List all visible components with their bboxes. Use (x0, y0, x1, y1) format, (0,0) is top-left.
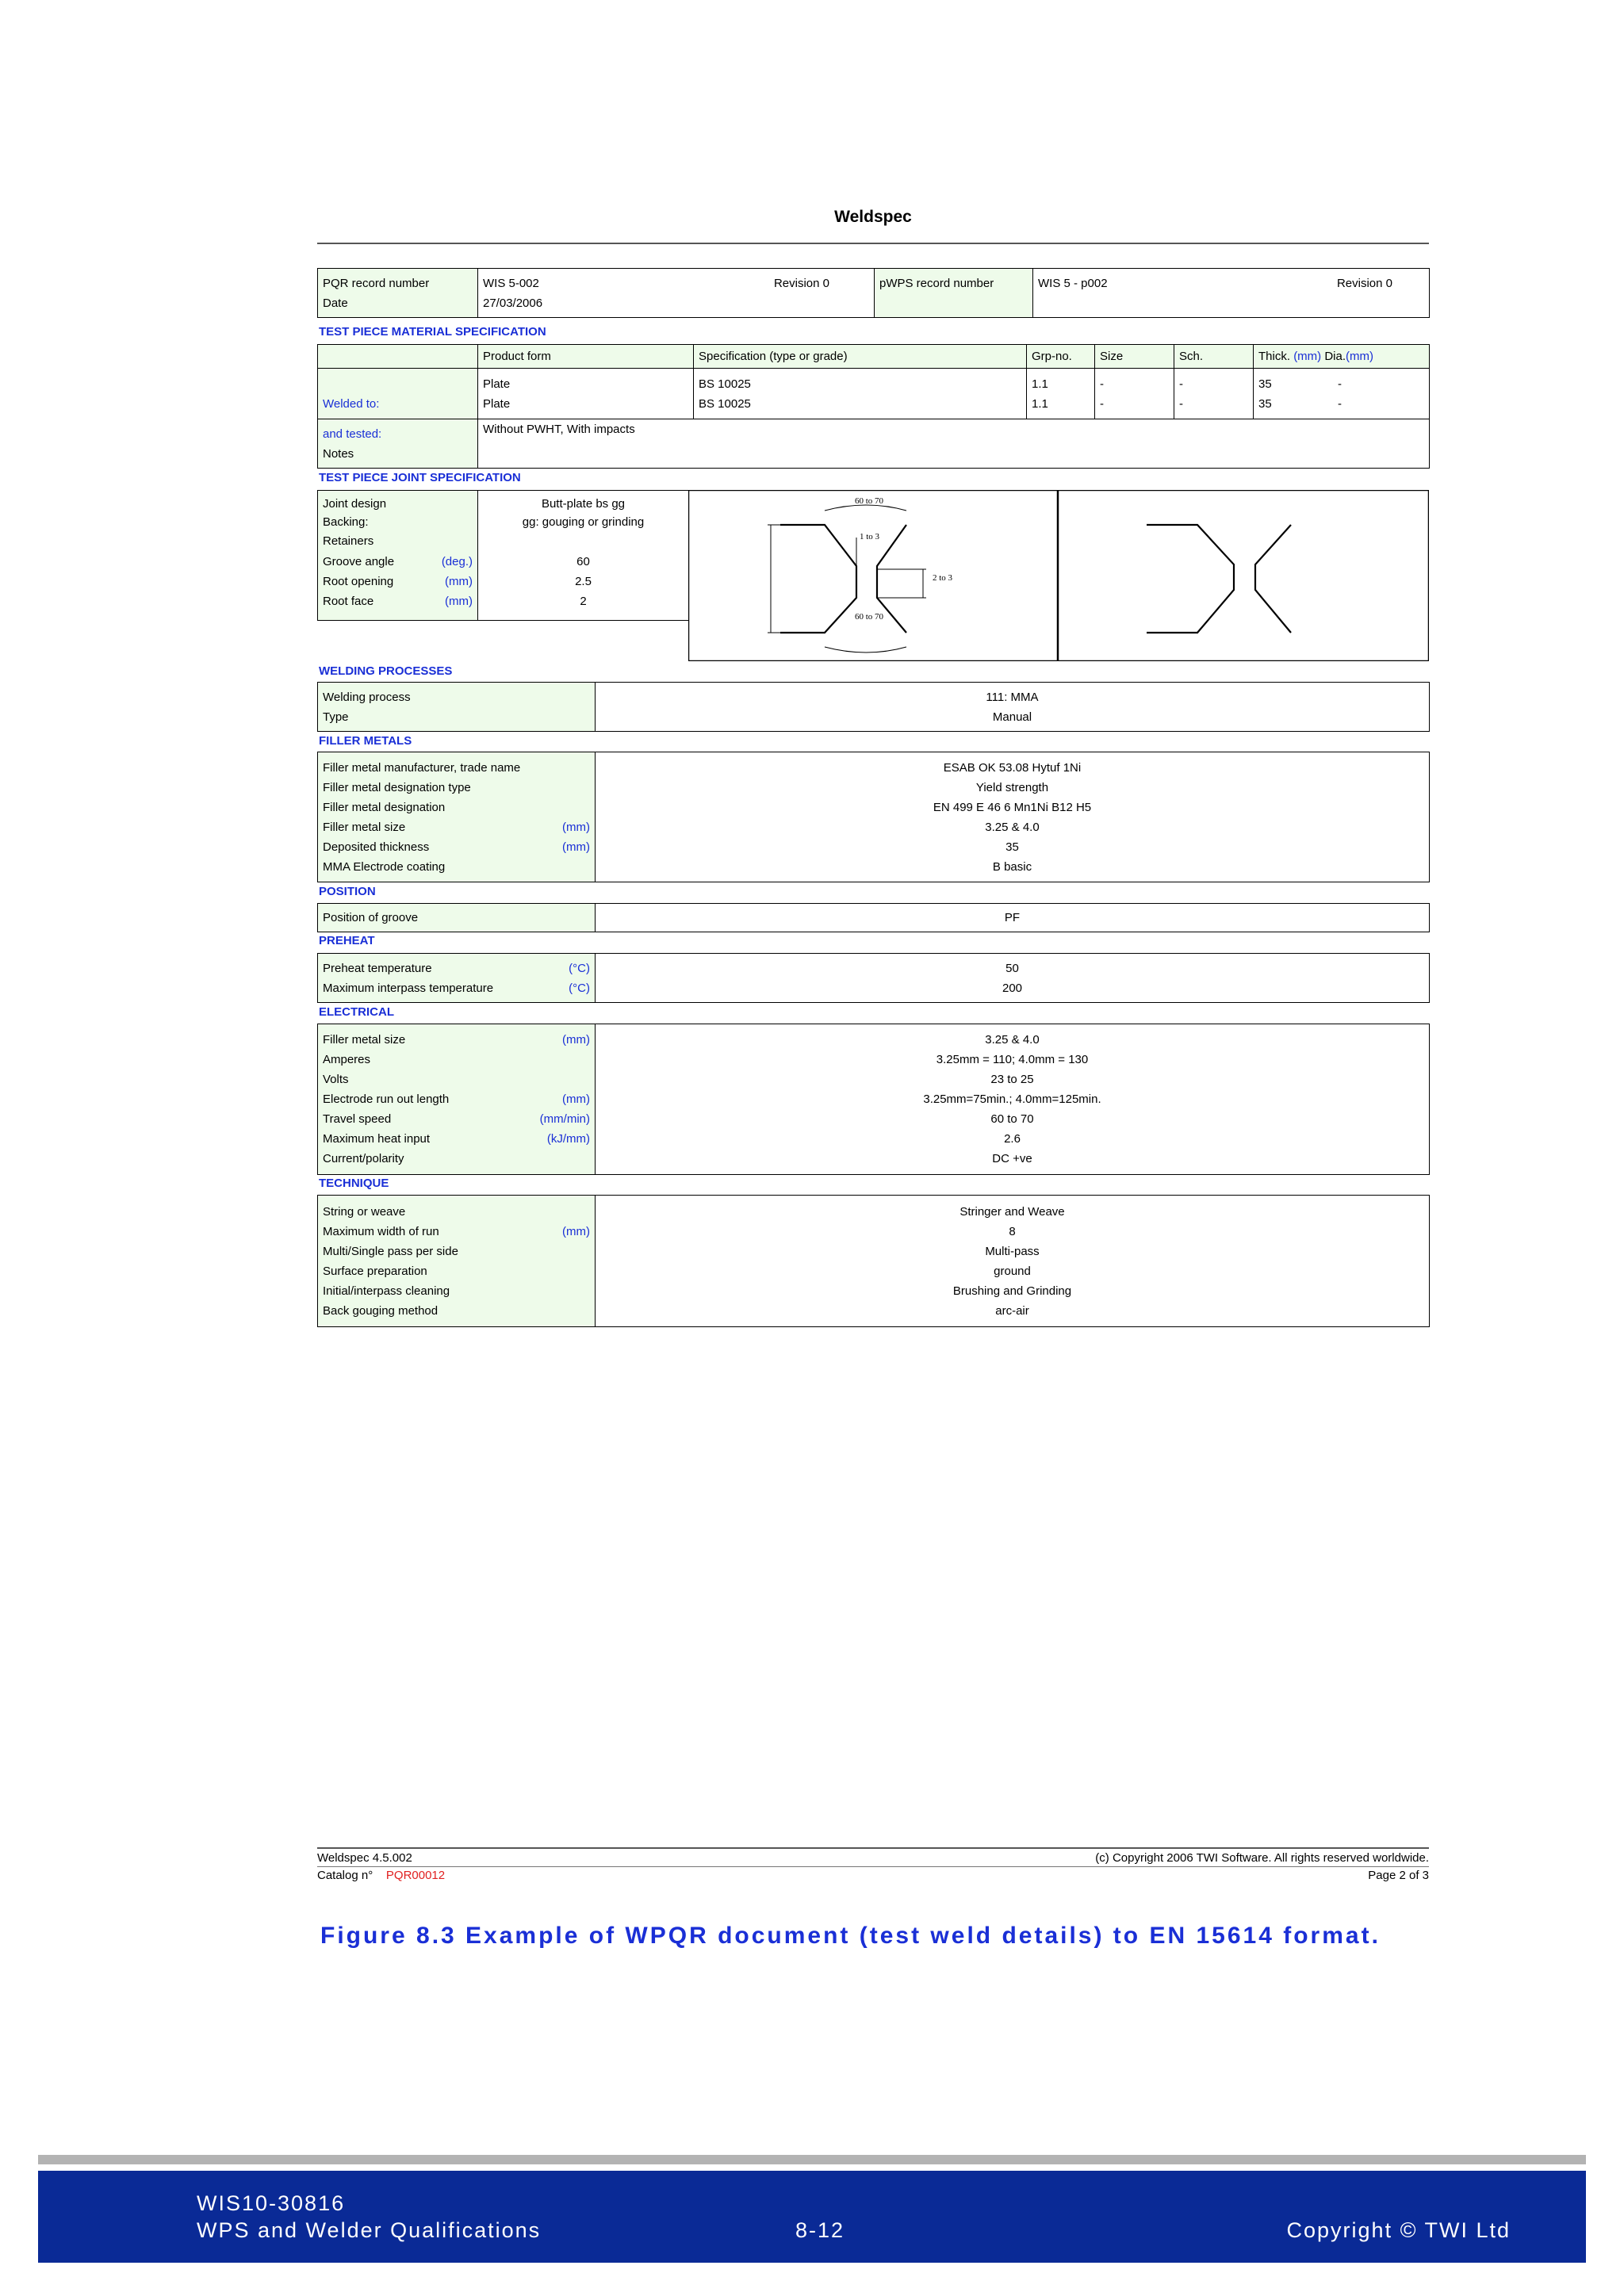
string-weave-value: Stringer and Weave (959, 1204, 1065, 1219)
footer-code: WIS10-30816 (197, 2191, 346, 2215)
electrode-coating-value: B basic (992, 859, 1032, 874)
header-product-form: Product form (478, 345, 694, 369)
preheat-table: Preheat temperature (°C) Maximum interpass temperature (°C) 50 200 (317, 953, 1430, 1003)
section-material: TEST PIECE MATERIAL SPECIFICATION (319, 325, 546, 339)
size-2: - (1100, 396, 1104, 411)
volts-value: 23 to 25 (990, 1073, 1034, 1086)
section-electrical: ELECTRICAL (319, 1005, 394, 1019)
string-weave-label: String or weave (323, 1204, 406, 1219)
document-title: Weldspec (834, 208, 912, 226)
type-value: Manual (992, 710, 1032, 724)
section-processes: WELDING PROCESSES (319, 664, 453, 678)
pass-per-side-value: Multi-pass (985, 1244, 1040, 1258)
joint-sketch-frame-dimensioned (689, 491, 1058, 661)
backing-value: gg: gouging or grinding (522, 515, 645, 529)
date-label: Date (323, 296, 348, 310)
filler-designation-label: Filler metal designation (323, 800, 446, 814)
specification-1: BS 10025 (699, 377, 751, 391)
material-table (317, 344, 1430, 469)
sketch-gap: 2 to 3 (933, 573, 953, 583)
volts-label: Volts (323, 1073, 349, 1086)
current-polarity-value: DC +ve (992, 1152, 1032, 1165)
product-form-2: Plate (483, 396, 511, 411)
grp-no-2: 1.1 (1032, 396, 1048, 411)
product-form-1: Plate (483, 377, 511, 391)
heat-input-label: Maximum heat input (323, 1132, 431, 1146)
welding-process-label: Welding process (323, 690, 411, 704)
max-width-run-label: Maximum width of run (323, 1224, 439, 1238)
root-face-label: Root face (323, 595, 374, 608)
weldspec-version: Weldspec 4.5.002 (317, 1851, 412, 1865)
deposited-thickness-label: Deposited thickness (323, 840, 430, 854)
surface-prep-value: ground (994, 1264, 1031, 1278)
dia-1: - (1338, 377, 1342, 391)
thick-1: 35 (1258, 377, 1272, 391)
deposited-thickness-value: 35 (1005, 840, 1019, 854)
heat-input-value: 2.6 (1004, 1132, 1021, 1146)
title-rule (317, 243, 1429, 244)
section-position: POSITION (319, 885, 376, 898)
filler-size-value: 3.25 & 4.0 (985, 820, 1040, 834)
double-v-joint-profile (1147, 525, 1291, 633)
root-opening-label: Root opening (323, 575, 394, 588)
notes-value: Without PWHT, With impacts (483, 423, 635, 436)
weldspec-footer-line2 (317, 1869, 1429, 1882)
double-v-joint-dimensioned (780, 525, 906, 633)
electrical-table: Filler metal size (mm) Amperes Volts Electrode run out length (mm) Travel speed (mm/min) Maximum heat input (kJ/mm) Current/polarity 3.25 & 4.0 3.25mm = 110; 4.0mm = 130 23 to 25 3.25mm=75min.; 4.0mm=125min. 60 to 70 2.6 DC +ve (317, 1024, 1430, 1175)
header-sch: Sch. (1174, 345, 1254, 369)
catalog-label: Catalog n° (317, 1869, 373, 1882)
root-face-value: 2 (580, 595, 587, 608)
header-size: Size (1095, 345, 1174, 369)
date-value: 27/03/2006 (483, 296, 543, 310)
interpass-temperature-label: Maximum interpass temperature (323, 981, 494, 995)
filler-table: Filler metal manufacturer, trade name Filler metal designation type Filler metal designation Filler metal size (mm) Deposited thickness (mm) MMA Electrode coating ESAB OK 53.08 Hytuf 1Ni Yield strength EN 499 E 46 6 Mn1Ni B12 H5 3.25 & 4.0 35 B basic (317, 752, 1430, 882)
footer-page-number: 8-12 (795, 2218, 845, 2242)
position-table (317, 903, 1430, 932)
filler-designation-type-label: Filler metal designation type (323, 780, 471, 794)
section-technique: TECHNIQUE (319, 1177, 389, 1190)
header-grp-no: Grp-no. (1027, 345, 1095, 369)
header-thick-dia: Thick. (mm) Dia.(mm) (1254, 345, 1430, 369)
current-polarity-label: Current/polarity (323, 1152, 404, 1165)
filler-size-label: Filler metal size (323, 820, 406, 834)
filler-designation-type-value: Yield strength (975, 780, 1049, 794)
sketch-bottom-angle: 60 to 70 (855, 612, 884, 622)
pqr-revision: Revision 0 (773, 276, 829, 290)
dia-2: - (1338, 396, 1342, 411)
groove-angle-value: 60 (576, 555, 590, 568)
catalog-value: PQR00012 (385, 1869, 446, 1882)
pwps-value-cell (1033, 269, 1430, 318)
footer-divider (38, 2155, 1586, 2164)
technique-table: String or weave Maximum width of run (mm) Multi/Single pass per side Surface preparation Initial/interpass cleaning Back gouging method Stringer and Weave 8 Multi-pass ground Brushing and Grinding arc-air (317, 1195, 1430, 1327)
weldspec-page: Page 2 of 3 (1368, 1869, 1429, 1882)
surface-prep-label: Surface preparation (323, 1264, 427, 1278)
figure-caption: Figure 8.3 Example of WPQR document (test weld details) to EN 15614 format. (320, 1923, 1381, 1949)
pwps-revision: Revision 0 (1336, 276, 1392, 290)
header-specification: Specification (type or grade) (694, 345, 1027, 369)
filler-designation-value: EN 499 E 46 6 Mn1Ni B12 H5 (933, 800, 1092, 814)
preheat-temperature-label: Preheat temperature (323, 961, 432, 975)
pqr-record-value: WIS 5-002 (483, 276, 539, 290)
electrode-coating-label: MMA Electrode coating (323, 859, 446, 874)
root-opening-value: 2.5 (575, 575, 592, 588)
pwps-label-cell (875, 269, 1033, 318)
welding-process-value: 111: MMA (986, 690, 1039, 704)
run-out-length-label: Electrode run out length (323, 1093, 450, 1106)
footer-copyright: Copyright © TWI Ltd (1286, 2218, 1511, 2242)
back-gouging-value: arc-air (995, 1303, 1029, 1318)
max-width-run-value: 8 (1009, 1224, 1016, 1238)
specification-2: BS 10025 (699, 396, 751, 411)
welded-to-cell (318, 369, 478, 419)
pass-per-side-label: Multi/Single pass per side (323, 1244, 458, 1258)
joint-sketch (688, 490, 1429, 661)
filler-manufacturer-label: Filler metal manufacturer, trade name (323, 760, 521, 775)
cleaning-value: Brushing and Grinding (952, 1284, 1072, 1298)
joint-sketch-frame-profile (1059, 491, 1429, 661)
notes-label: Notes (323, 446, 354, 461)
processes-table (317, 682, 1430, 732)
pqr-header-table (317, 268, 1430, 318)
sketch-top-angle: 60 to 70 (855, 496, 884, 506)
grp-no-1: 1.1 (1032, 377, 1048, 391)
section-filler: FILLER METALS (319, 734, 412, 748)
type-label: Type (323, 710, 349, 724)
section-preheat: PREHEAT (319, 934, 375, 947)
pqr-label-cell (318, 269, 478, 318)
interpass-temperature-value: 200 (1002, 981, 1023, 995)
elec-filler-size-label: Filler metal size (323, 1033, 406, 1047)
elec-filler-size-value: 3.25 & 4.0 (985, 1033, 1040, 1047)
position-value: PF (596, 904, 1430, 932)
and-tested-label: and tested: (323, 427, 382, 441)
weldspec-copyright: (c) Copyright 2006 TWI Software. All rights reserved worldwide. (1095, 1851, 1429, 1865)
travel-speed-value: 60 to 70 (990, 1112, 1034, 1126)
retainers-value (483, 531, 684, 552)
sketch-root-face: 1 to 3 (860, 532, 880, 541)
joint-table: Joint design Backing: Retainers Groove angle (deg.) Root opening (mm) Root face (mm) Butt-plate bs gg gg: gouging or grinding 60 2.5 2 (317, 490, 689, 621)
section-joint: TEST PIECE JOINT SPECIFICATION (319, 471, 521, 484)
back-gouging-label: Back gouging method (323, 1303, 439, 1318)
backing-label: Backing: (323, 515, 369, 529)
cleaning-label: Initial/interpass cleaning (323, 1284, 450, 1298)
amperes-value: 3.25mm = 110; 4.0mm = 130 (936, 1053, 1089, 1066)
size-1: - (1100, 377, 1104, 391)
groove-angle-label: Groove angle (323, 555, 395, 568)
pwps-record-value: WIS 5 - p002 (1038, 276, 1108, 290)
thick-2: 35 (1258, 396, 1272, 411)
weldspec-footer-line1 (317, 1851, 1429, 1865)
position-label: Position of groove (318, 904, 596, 932)
run-out-length-value: 3.25mm=75min.; 4.0mm=125min. (923, 1093, 1101, 1106)
welded-to-label: Welded to: (323, 396, 380, 411)
amperes-label: Amperes (323, 1053, 371, 1066)
preheat-temperature-value: 50 (1005, 961, 1019, 975)
pwps-record-label: pWPS record number (879, 276, 994, 290)
sch-2: - (1179, 396, 1183, 411)
pqr-value-cell (478, 269, 875, 318)
joint-design-label: Joint design (323, 497, 387, 511)
travel-speed-label: Travel speed (323, 1112, 392, 1126)
joint-design-value: Butt-plate bs gg (541, 497, 626, 511)
retainers-label: Retainers (323, 534, 374, 548)
pqr-record-label: PQR record number (323, 276, 430, 290)
footer-title: WPS and Welder Qualifications (197, 2218, 542, 2242)
page-footer (38, 2171, 1586, 2263)
sch-1: - (1179, 377, 1183, 391)
filler-manufacturer-value: ESAB OK 53.08 Hytuf 1Ni (943, 760, 1082, 775)
weldspec-footer-rule (317, 1847, 1429, 1849)
